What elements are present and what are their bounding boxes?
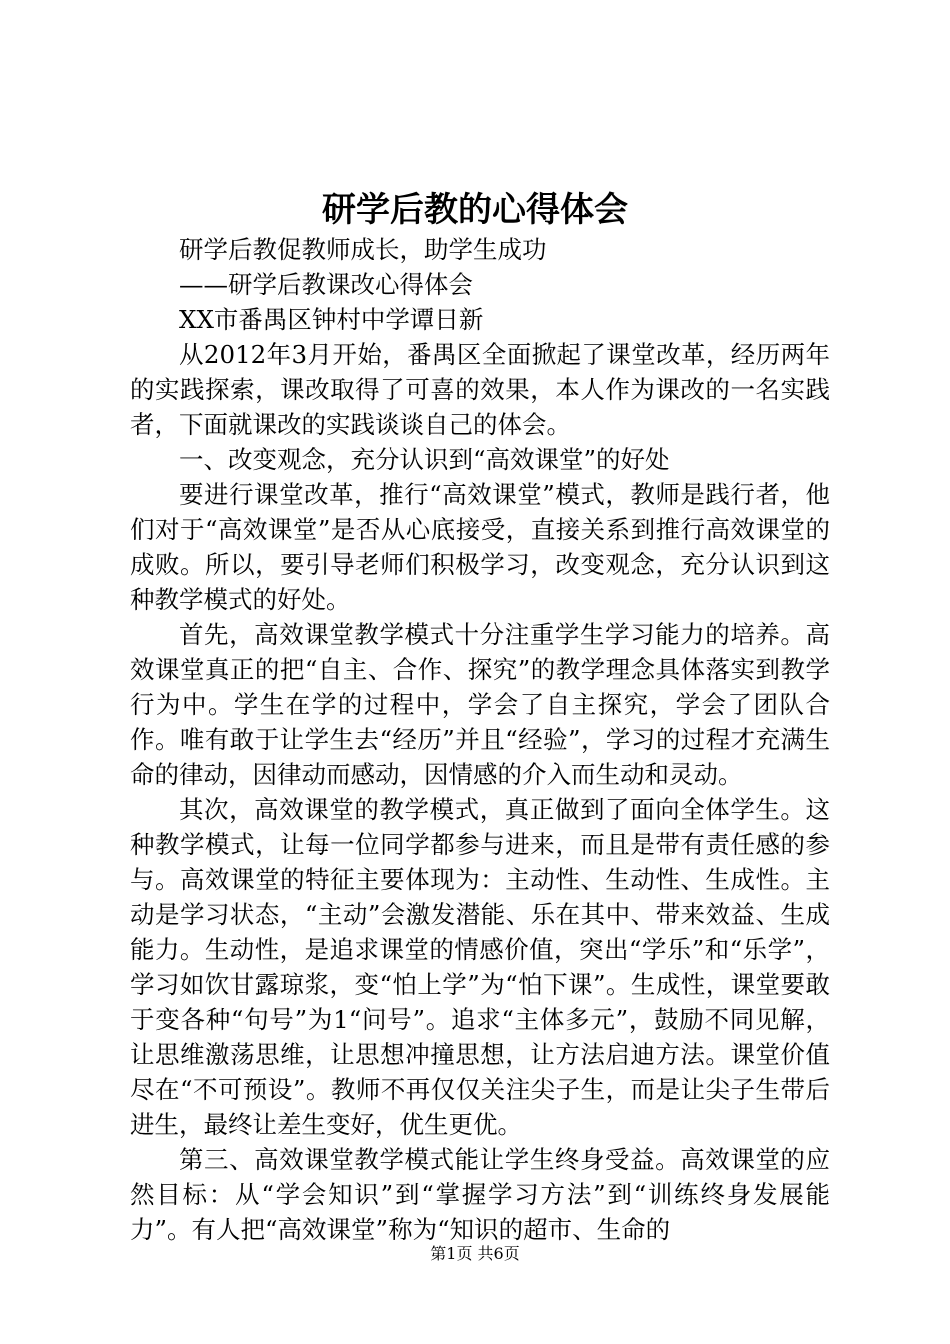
paragraph-intro: 从2012年3月开始，番禺区全面掀起了课堂改革，经历两年的实践探索，课改取得了可喜的效果，本人作为课改的一名实践者，下面就课改的实践谈谈自己的体会。 [130,340,830,439]
paragraph: 首先，高效课堂教学模式十分注重学生学习能力的培养。高效课堂真正的把“自主、合作、探究”的教学理念具体落实到教学行为中。学生在学的过程中，学会了自主探究，学会了团队合作。唯有敢于让学生去“经历”并且“经验”，学习的过程才充满生命的律动，因律动而感动，因情感的介入而生动和灵动。 [130,620,830,789]
paragraph: 要进行课堂改革，推行“高效课堂”模式，教师是践行者，他们对于“高效课堂”是否从心底接受，直接关系到推行高效课堂的成败。所以，要引导老师们积极学习，改变观念，充分认识到这种教学模式的好处。 [130,480,830,614]
page-footer: 第1页 共6页 [430,1244,520,1263]
author-line: XX市番禺区钟村中学谭日新 [179,305,484,334]
subtitle-secondary: ——研学后教课改心得体会 [179,270,473,299]
document-title: 研学后教的心得体会 [322,190,628,230]
section-heading: 一、改变观念，充分认识到“高效课堂”的好处 [179,445,670,474]
paragraph: 第三、高效课堂教学模式能让学生终身受益。高效课堂的应然目标：从“学会知识”到“掌握学习方法”到“训练终身发展能力”。有人把“高效课堂”称为“知识的超市、生命的 [130,1145,830,1244]
subtitle: 研学后教促教师成长，助学生成功 [179,235,547,264]
document-body [130,232,830,1247]
paragraph: 其次，高效课堂的教学模式，真正做到了面向全体学生。这种教学模式，让每一位同学都参与进来，而且是带有责任感的参与。高效课堂的特征主要体现为：主动性、生动性、生成性。主动是学习状态，“主动”会激发潜能、乐在其中、带来效益、生成能力。生动性，是追求课堂的情感价值，突出“学乐”和“乐学”，学习如饮甘露琼浆，变“怕上学”为“怕下课”。生成性，课堂要敢于变各种“句号”为1“问号”。追求“主体多元”，鼓励不同见解，让思维激荡思维，让思想冲撞思想，让方法启迪方法。课堂价值尽在“不可预设”。教师不再仅仅关注尖子生，而是让尖子生带后进生，最终让差生变好，优生更优。 [130,795,830,1139]
